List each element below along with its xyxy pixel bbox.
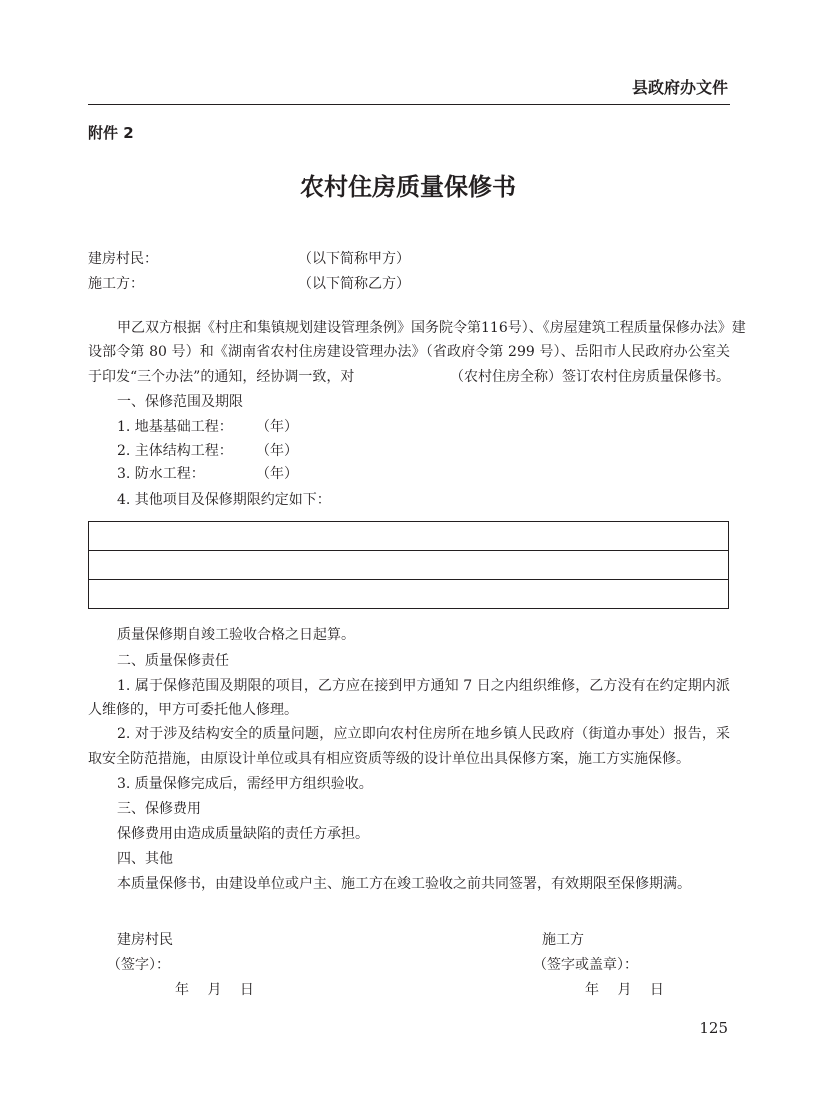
party-a-label: 建房村民： [88, 251, 158, 267]
attachment-label: 附件 2 [88, 124, 134, 142]
intro-line: 于印发“三个办法”的通知，经协调一致，对 [88, 369, 355, 385]
party-b-note: （以下简称乙方） [298, 276, 410, 292]
body-line: 取安全防范措施，由原设计单位或具有相应资质等级的设计单位出具保修方案，施工方实施保修。 [88, 751, 690, 767]
header-title: 县政府办文件 [631, 78, 728, 97]
sign-party-left: 建房村民 [117, 932, 173, 948]
body-line: 1. 属于保修范围及期限的项目，乙方应在接到甲方通知 7 日之内组织维修，乙方没有在约定期内派 [117, 678, 730, 694]
section-heading: 三、保修费用 [117, 801, 201, 817]
table-cell [89, 551, 729, 580]
body-line: 保修费用由造成质量缺陷的责任方承担。 [117, 826, 369, 842]
section-heading: 一、保修范围及期限 [117, 394, 243, 410]
party-a-note: （以下简称甲方） [298, 251, 410, 267]
sign-date-left: 年 月 日 [175, 982, 254, 998]
start-note: 质量保修期自竣工验收合格之日起算。 [117, 627, 355, 643]
sign-field-right: （签字或盖章）： [533, 957, 638, 973]
item-label: 2. 主体结构工程： [117, 443, 233, 459]
item-unit: （年） [256, 443, 298, 459]
sign-field-left: （签字）： [107, 957, 170, 973]
table-cell [89, 580, 729, 609]
body-line: 本质量保修书，由建设单位或户主、施工方在竣工验收之前共同签署，有效期限至保修期满。 [117, 876, 691, 892]
table-row [89, 551, 729, 580]
header-rule [88, 104, 730, 105]
page-title: 农村住房质量保修书 [300, 173, 516, 201]
page-number: 125 [699, 1019, 728, 1037]
other-items-table [88, 521, 729, 609]
body-line: 3. 质量保修完成后，需经甲方组织验收。 [117, 776, 373, 792]
intro-line: （农村住房全称）签订农村住房质量保修书。 [450, 369, 730, 385]
item-unit: （年） [256, 466, 298, 482]
sign-date-right: 年 月 日 [585, 982, 664, 998]
intro-line: 甲乙双方根据《村庄和集镇规划建设管理条例》国务院令第116号）、《房屋建筑工程质量保修办法》建 [117, 320, 746, 336]
table-cell [89, 522, 729, 551]
item-label: 4. 其他项目及保修期限约定如下： [117, 492, 331, 508]
section-heading: 二、质量保修责任 [117, 653, 229, 669]
item-label: 1. 地基基础工程： [117, 419, 233, 435]
sign-party-right: 施工方 [542, 932, 584, 948]
section-heading: 四、其他 [117, 851, 173, 867]
body-line: 人维修的，甲方可委托他人修理。 [88, 702, 298, 718]
item-unit: （年） [256, 419, 298, 435]
item-label: 3. 防水工程： [117, 466, 205, 482]
party-b-label: 施工方： [88, 276, 144, 292]
table-row [89, 580, 729, 609]
intro-line: 设部令第 80 号）和《湖南省农村住房建设管理办法》（省政府令第 299 号）、岳阳市人民政府办公室关 [88, 344, 730, 360]
table-row [89, 522, 729, 551]
body-line: 2. 对于涉及结构安全的质量问题，应立即向农村住房所在地乡镇人民政府（街道办事处）报告，采 [117, 726, 730, 742]
